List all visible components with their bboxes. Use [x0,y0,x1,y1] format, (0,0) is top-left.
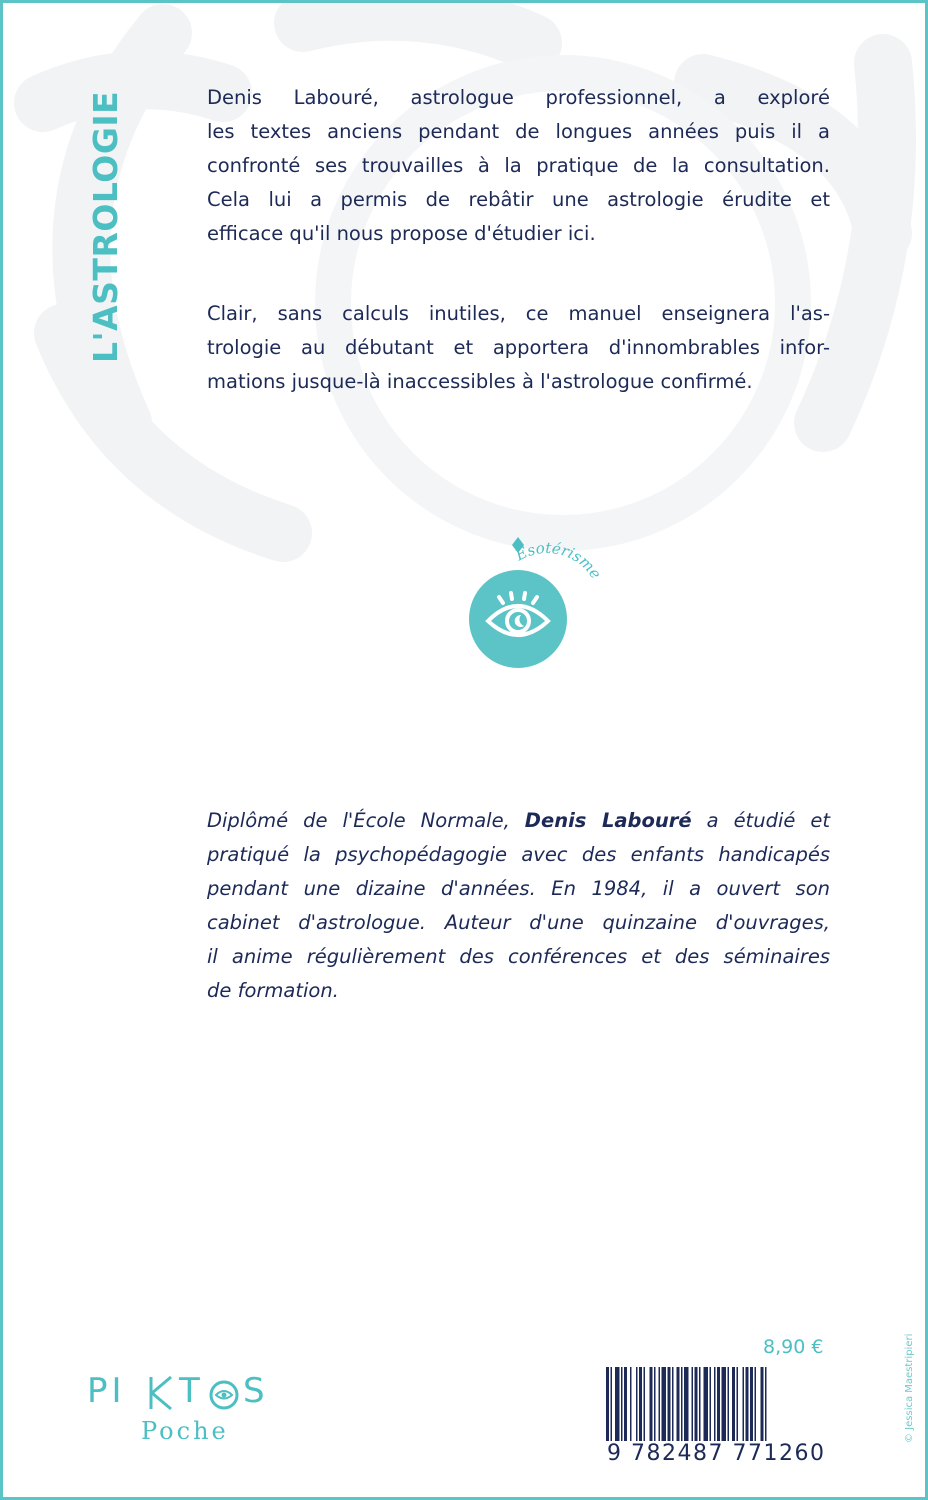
intro-line: Cela lui a permis de rebâtir une astrologie érudite et [207,188,830,211]
intro-line: confronté ses trouvailles à la pratique de la consultation. [207,154,830,177]
barcode-bar [761,1367,764,1441]
intro-line: efficace qu'il nous propose d'étudier ici. [207,222,596,245]
barcode-bar [743,1367,745,1441]
barcode-bar [684,1367,689,1441]
barcode-bar [704,1367,709,1441]
bio-line: de formation. [207,979,339,1002]
barcode-bar [624,1367,627,1441]
price: 8,90 € [763,1336,824,1358]
barcode-bar [732,1367,735,1441]
publisher-logo [87,1371,287,1481]
barcode-bar [611,1367,613,1441]
logo-series: Poche [141,1417,229,1445]
barcode-bar [636,1367,638,1441]
barcode-bar [746,1367,749,1441]
barcode-bar [717,1367,720,1441]
barcode-bar [672,1367,674,1441]
bio-text: a étudié et [691,809,830,832]
intro-paragraph-2 [207,297,830,399]
author-bio [207,804,830,1008]
logo-text-s: S [243,1371,269,1411]
bio-line: cabinet d'astrologue. Auteur d'une quinzaine d'ouvrages, [207,911,830,934]
badge-label: Ésotérisme [512,538,605,583]
logo-eye-o-icon [209,1375,239,1411]
logo-k-glyph-icon [145,1375,175,1411]
barcode-bar [650,1367,653,1441]
barcode-bar [662,1367,667,1441]
intro2-line: trologie au débutant et apportera d'innombrables infor- [207,336,830,359]
barcode-bar [737,1367,739,1441]
barcode-bars [602,1367,826,1441]
barcode-bar [630,1367,632,1441]
bio-line [207,804,830,838]
bio-line: pendant une dizaine d'années. En 1984, il a ouvert son [207,877,830,900]
barcode-bar [668,1367,671,1441]
barcode-bar [710,1367,712,1441]
barcode-bar [699,1367,701,1441]
intro-line: Denis Labouré, astrologue professionnel, a exploré [207,86,830,109]
barcode-bar [695,1367,698,1441]
intro-line: les textes anciens pendant de longues années puis il a [207,120,830,143]
barcode-bar [677,1367,680,1441]
barcode-bar [750,1367,753,1441]
barcode-bar [755,1367,757,1441]
photo-credit: © Jessica Maestripieri [904,1333,915,1443]
barcode-bar [621,1367,623,1441]
logo-text-left: PI [87,1371,126,1411]
intro2-line: mations jusque-là inaccessibles à l'astrologue confirmé. [207,370,753,393]
bio-text: Diplômé de l'École Normale, [207,809,525,832]
barcode-number: 9 782487 771260 [607,1441,826,1466]
barcode-bar [722,1367,727,1441]
barcode-bar [654,1367,656,1441]
intro2-line: Clair, sans calculs inutiles, ce manuel enseignera l'as- [207,302,830,325]
barcode-bar [639,1367,642,1441]
barcode-bar [615,1367,620,1441]
barcode-bar [606,1367,609,1441]
barcode-bar [765,1367,767,1441]
intro-paragraph [207,81,830,251]
esoterisme-badge [451,533,611,683]
barcode-bar [644,1367,646,1441]
barcode-bar [692,1367,694,1441]
bio-line: il anime régulièrement des conférences et des séminaires [207,945,830,968]
bio-line: pratiqué la psychopédagogie avec des enfants handicapés [207,843,830,866]
barcode-bar [681,1367,683,1441]
spine-title: L'ASTROLOGIE [86,90,125,363]
author-name: Denis Labouré [524,809,692,832]
barcode-bar [728,1367,730,1441]
barcode-bar [659,1367,661,1441]
logo-text-t: T [179,1371,204,1411]
barcode-bar [714,1367,716,1441]
